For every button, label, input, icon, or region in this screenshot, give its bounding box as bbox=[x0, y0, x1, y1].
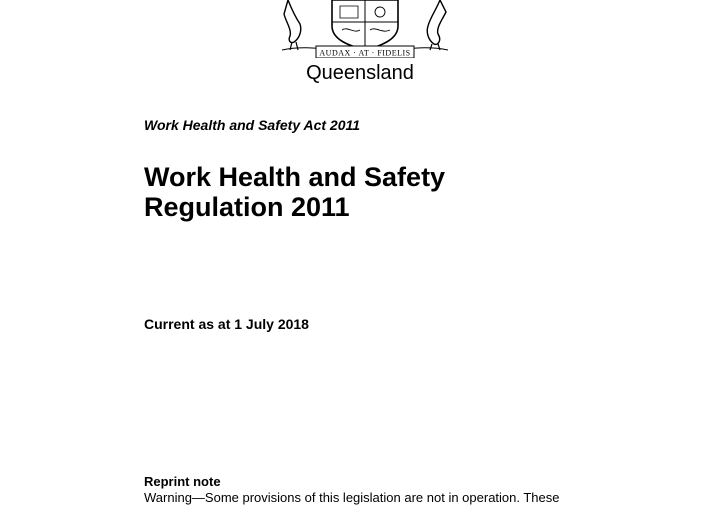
document-title bbox=[144, 162, 445, 222]
document-title-line-1: Work Health and Safety bbox=[144, 162, 446, 192]
coat-of-arms-emblem bbox=[270, 0, 460, 58]
currency-date: Current as at 1 July 2018 bbox=[144, 316, 309, 332]
reprint-note-heading: Reprint note bbox=[144, 474, 221, 489]
reprint-note-text: Warning—Some provisions of this legislation are not in operation. These bbox=[144, 490, 560, 505]
jurisdiction-label: Queensland bbox=[306, 62, 414, 84]
document-title-line-2: Regulation 2011 bbox=[144, 192, 350, 222]
crest-motto: AUDAX · AT · FIDELIS bbox=[319, 48, 411, 58]
act-name: Work Health and Safety Act 2011 bbox=[144, 117, 361, 133]
jurisdiction-name bbox=[0, 62, 724, 85]
